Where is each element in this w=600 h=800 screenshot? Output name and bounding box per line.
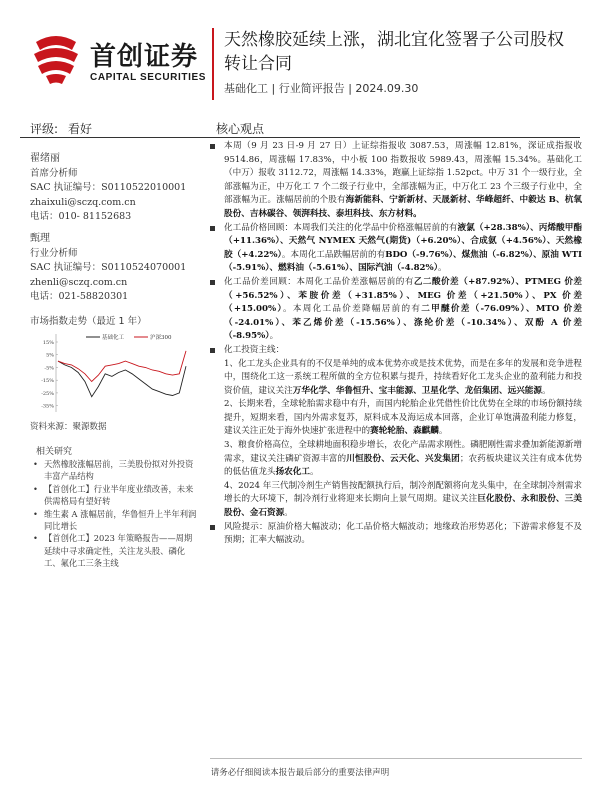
rating-value: 看好 (68, 122, 93, 136)
y-tick-label: -5% (44, 365, 54, 372)
theme-stocks: 巨化股份、永和股份、三美股份、金石资源 (224, 494, 582, 519)
theme-2 (208, 398, 582, 439)
y-tick-label: -15% (41, 378, 54, 385)
theme-text-2: ；农药板块建议关注有成本优势的低估值龙头 (224, 453, 582, 478)
y-tick-label: 5% (46, 352, 54, 359)
related-item[interactable]: • 【首创化工】2023 年策略报告——周期延续中寻求确定性，关注龙头股、磷化工、氟化工三条主线 (30, 532, 200, 569)
company-logo (28, 30, 218, 90)
punct: 。 (284, 508, 293, 519)
punct: 。 (309, 467, 319, 478)
theme-stocks-2: 扬农化工 (275, 467, 310, 478)
legal-disclaimer: 请务必仔细阅读本报告最后部分的重要法律声明 (210, 768, 390, 778)
analyst-phone: 电话：010- 81152683 (30, 211, 132, 222)
market-index-chart (30, 330, 190, 416)
theme-3 (208, 439, 582, 480)
theme-text: 4、2024 年三代制冷剂生产销售按配额执行后，制冷剂配额将向龙头集中，在全球制冷剂需求增长的大环境下，制冷剂行业将迎来长期向上景气周期。建议关注 (224, 480, 582, 505)
analyst-name: 甄理 (30, 233, 50, 244)
price-review-text-2: 。本周化工品跌幅居前的有 (281, 249, 386, 260)
analyst-name: 翟绪丽 (30, 153, 60, 164)
weekly-market-paragraph (208, 140, 582, 222)
spread-gainers: 乙二酸价差（+87.92%）、PTMEG 价差（+56.52%）、苯胺价差（+31.85%）、MEG 价差（+21.50%）、PX 价差（+15.00%） (224, 276, 582, 315)
y-tick-label: 15% (42, 340, 54, 346)
report-title: 天然橡胶延续上涨，湖北宜化签署子公司股权转让合同 (224, 30, 564, 74)
rating (30, 120, 92, 137)
series-line-0 (58, 361, 186, 397)
market-text: 本周（9 月 23 日-9 月 27 日）上证综指报收 3087.53，周涨幅 12.81%，深证成指报收 9514.86，周涨幅 17.83%，中小板 100 指数报收 5989.43，周涨幅 15.34%。基础化工（中万）报收 3112.72，周涨幅 14.33%，跑赢上证综指 1.52pct。中万 31 个一级行业，全部涨幅为正，中万化工 7 个二级子行业中，全部涨幅为正，中万化工 23 个三级子行业中，全部涨幅为正。涨幅居前的个股有 (224, 141, 582, 206)
price-review-paragraph (208, 222, 582, 276)
analyst-phone: 电话：021-58820301 (30, 291, 129, 302)
footer-divider (210, 758, 582, 759)
related-research-title: 相关研究 (36, 447, 73, 457)
theme-stocks: 万华化学、华鲁恒升、宝丰能源、卫星化学、龙佰集团、远兴能源 (292, 385, 542, 396)
price-gainers: 液氯（+28.38%）、丙烯酸甲酯（+11.36%）、天然气 NYMEX 天然气(期货)（+6.20%）、合成氨（+4.56%）、天然橡胶（+4.22%） (224, 222, 582, 260)
analyst-card (30, 152, 186, 225)
related-item[interactable]: • 维生素 A 涨幅居前，华鲁恒升上半年利润同比增长 (30, 508, 200, 533)
analyst-sac: SAC 执证编号：S0110522010001 (30, 182, 187, 193)
chart-title: 市场指数走势（最近 1 年） (30, 316, 147, 327)
core-views-heading: 核心观点 (216, 122, 265, 136)
theme-4 (208, 480, 582, 521)
related-research-list (30, 458, 200, 570)
header-divider (212, 28, 214, 100)
y-tick-label: -35% (41, 403, 54, 410)
spread-review-text: 化工品价差回顾：本周化工品价差涨幅居前的有 (224, 276, 414, 287)
theme-stocks: 赛轮轮胎、森麒麟 (370, 426, 439, 437)
logo-text-en: CAPITAL SECURITIES (90, 72, 206, 83)
analyst-card (30, 232, 186, 305)
punct: 。 (269, 331, 279, 342)
analyst-email[interactable]: zhaixuli@sczq.com.cn (30, 196, 136, 208)
chart-legend (86, 333, 172, 341)
capital-securities-logo-icon (28, 30, 84, 88)
series-line-1 (58, 351, 186, 382)
rating-label: 评级: (30, 122, 59, 136)
spread-review-paragraph (208, 276, 582, 344)
logo-text-cn: 首创证券 (90, 42, 199, 72)
related-item[interactable]: • 【首创化工】行业半年度业绩改善，未来供需格局有望好转 (30, 483, 200, 508)
y-tick-label: -25% (41, 390, 54, 397)
analyst-role: 首席分析师 (30, 167, 78, 179)
risk-warning-paragraph: 风险提示：原油价格大幅波动；化工品价格大幅波动；地缘政治形势恶化；下游需求修复不及预期；汇率大幅波动。 (208, 521, 582, 548)
theme-text: 2、长期来看，全球轮胎需求稳中有升，而国内轮胎企业凭借性价比优势在全球的市场份额持续提升，短期来看，国内外需求复苏，原料成本及海运成本回落，企业订单饱满盈利能力修复，建议关注正处于海外快速扩张进程中的 (224, 399, 582, 437)
chart-source: 资料来源：聚源数据 (30, 422, 107, 432)
section-divider (20, 137, 580, 138)
price-losers: BDO（-9.76%）、煤焦油（-6.82%）、原油 WTI（-5.91%）、燃料油（-5.61%）、国际汽油（-4.82%） (224, 249, 582, 274)
spread-review-text-2: 。本周化工品价差降幅居前的有 (283, 304, 422, 315)
punct: 。 (542, 385, 551, 396)
punct: 。 (438, 426, 448, 437)
theme-stocks: 川恒股份、云天化、兴发集团 (346, 453, 460, 464)
related-item[interactable]: • 天然橡胶涨幅居前，三美股份拟对外投资丰富产品结构 (30, 458, 200, 483)
legend-series-1: 沪深300 (150, 335, 172, 341)
legend-series-0: 基础化工 (102, 335, 125, 341)
report-subtitle: 基础化工 | 行业简评报告 | 2024.09.30 (224, 82, 419, 95)
top-gainers: 海新能科、宁新新材、天晟新材、华峰超纤、中毅达 B、杭氧股份、吉林碳谷、领湃科技、泰坦科技、东方材料。 (224, 195, 582, 219)
spread-losers: 二甲醚价差（-76.09%）、MTO 价差（-24.01%）、苯乙烯价差（-15.56%）、涤纶价差（-10.34%）、双酚 A 价差（-8.95%） (224, 304, 582, 342)
analyst-sac: SAC 执证编号：S0110524070001 (30, 262, 187, 273)
punct: 。 (438, 263, 447, 274)
core-views-body (208, 140, 582, 548)
price-review-text: 化工品价格回顾：本周我们关注的化学品中价格涨幅居前的有 (224, 222, 458, 233)
theme-1 (208, 358, 582, 399)
theme-text: 3、粮食价格高位，全球耕地面积稳步增长，农化产品需求刚性。磷肥刚性需求叠加新能源新增需求，建议关注磷矿资源丰富的 (224, 440, 582, 464)
investment-themes-heading: 化工投资主线： (208, 344, 582, 358)
theme-text: 1、化工龙头企业具有的不仅是单纯的成本优势亦或是技术优势，而是在多年的发展和竞争进程中，围绕化工这一系统工程所做的全方位积累与提升，持续看好化工龙头企业的盈利能力和投资价值，建议关注 (224, 358, 582, 396)
analyst-role: 行业分析师 (30, 247, 78, 259)
analyst-email[interactable]: zhenli@sczq.com.cn (30, 276, 128, 288)
